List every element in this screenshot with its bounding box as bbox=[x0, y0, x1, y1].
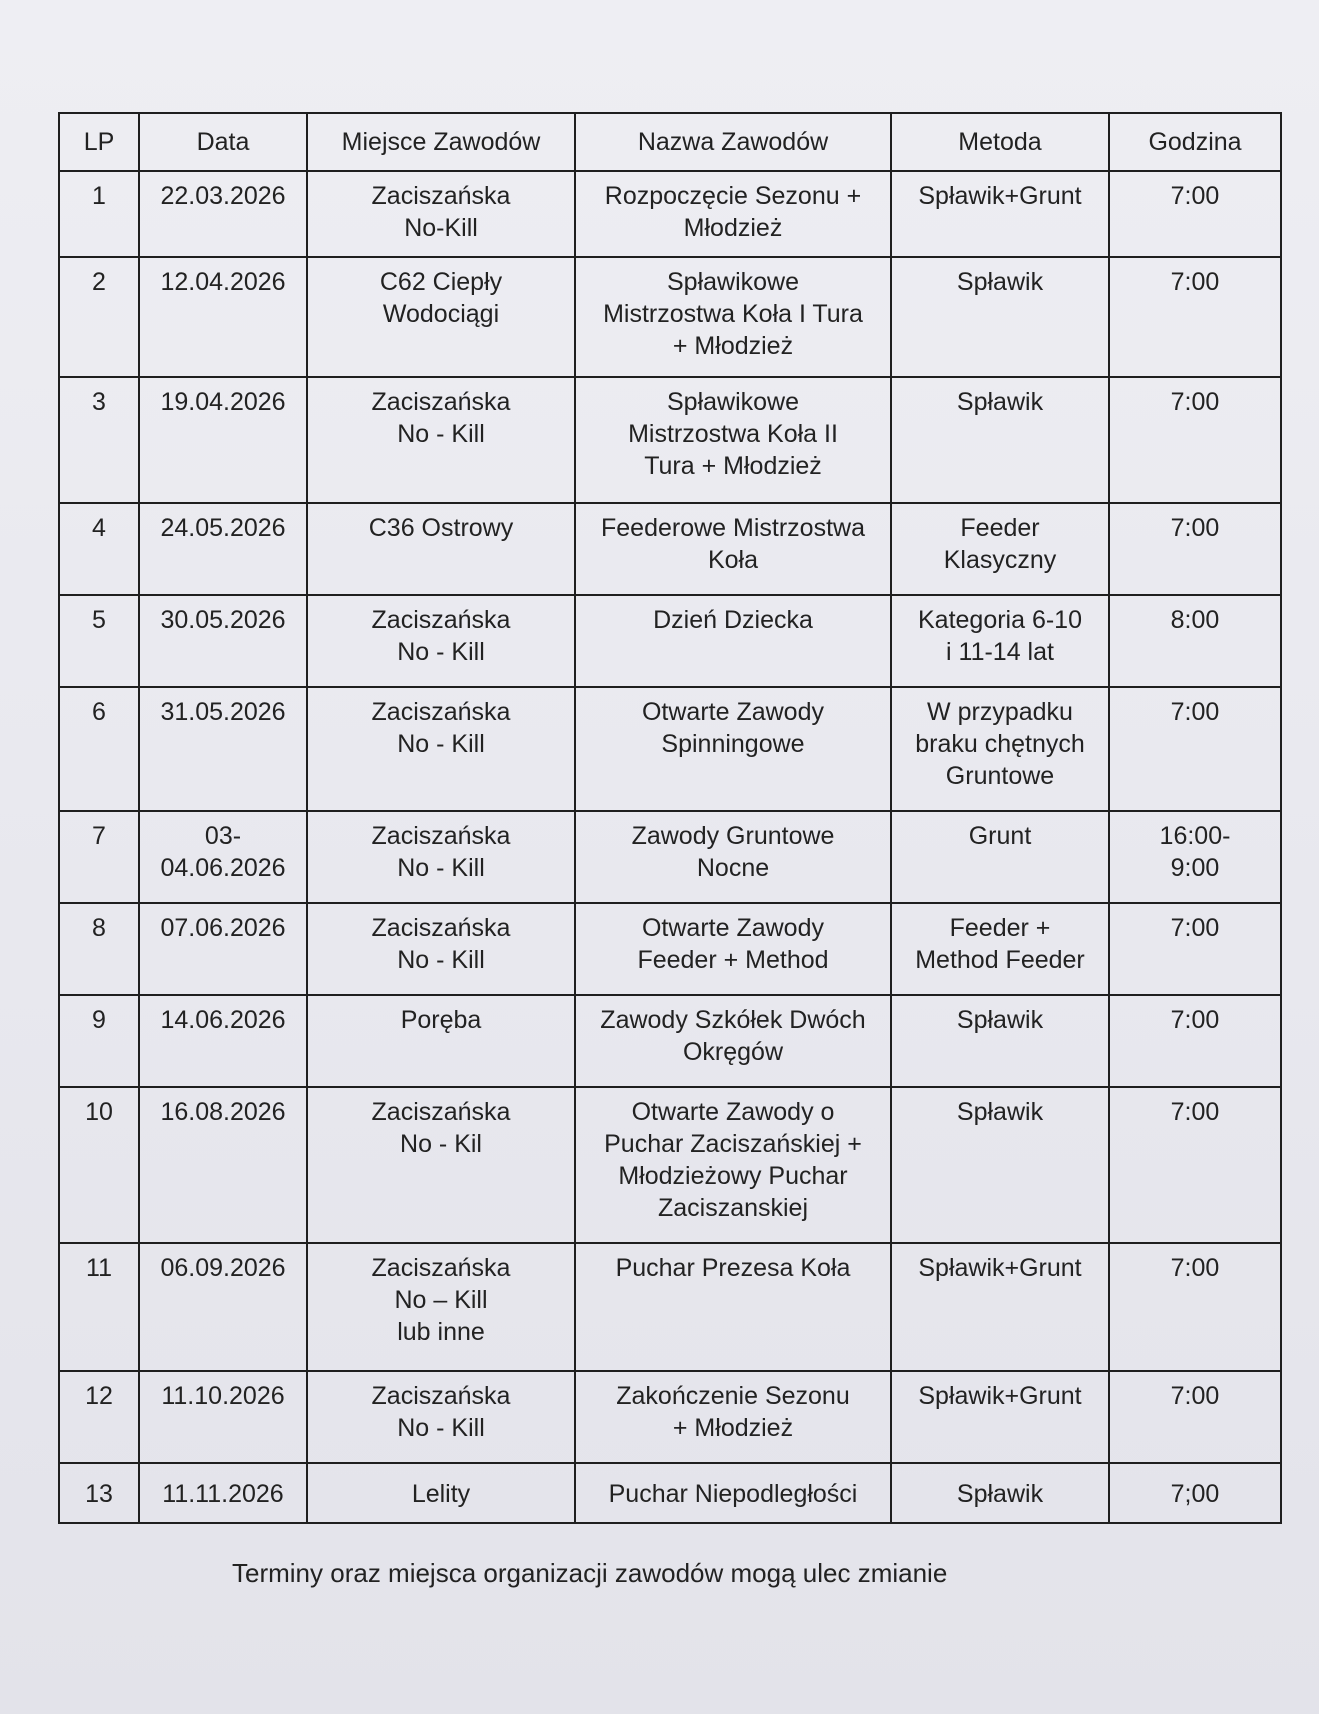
table-row bbox=[59, 811, 1281, 903]
cell-data: 03- 04.06.2026 bbox=[139, 811, 307, 903]
table-row bbox=[59, 377, 1281, 503]
cell-godzina: 8:00 bbox=[1109, 595, 1281, 687]
cell-miejsce: Zaciszańska No - Kill bbox=[307, 687, 575, 811]
cell-data: 30.05.2026 bbox=[139, 595, 307, 687]
cell-godzina: 7:00 bbox=[1109, 377, 1281, 503]
cell-lp: 9 bbox=[59, 995, 139, 1087]
cell-miejsce: Zaciszańska No - Kill bbox=[307, 811, 575, 903]
cell-miejsce: Poręba bbox=[307, 995, 575, 1087]
table-row bbox=[59, 1243, 1281, 1371]
cell-nazwa: Rozpoczęcie Sezonu + Młodzież bbox=[575, 171, 891, 257]
header-lp: LP bbox=[59, 113, 139, 171]
cell-nazwa: Zawody Szkółek Dwóch Okręgów bbox=[575, 995, 891, 1087]
cell-nazwa: Spławikowe Mistrzostwa Koła I Tura + Młodzież bbox=[575, 257, 891, 377]
cell-godzina: 7:00 bbox=[1109, 995, 1281, 1087]
cell-miejsce: Zaciszańska No - Kill bbox=[307, 595, 575, 687]
cell-metoda: Spławik bbox=[891, 995, 1109, 1087]
cell-lp: 6 bbox=[59, 687, 139, 811]
cell-nazwa: Puchar Prezesa Koła bbox=[575, 1243, 891, 1371]
cell-data: 14.06.2026 bbox=[139, 995, 307, 1087]
cell-data: 06.09.2026 bbox=[139, 1243, 307, 1371]
table-row bbox=[59, 1371, 1281, 1463]
cell-godzina: 7:00 bbox=[1109, 1371, 1281, 1463]
cell-godzina: 7:00 bbox=[1109, 1243, 1281, 1371]
cell-godzina: 7:00 bbox=[1109, 1087, 1281, 1243]
cell-lp: 8 bbox=[59, 903, 139, 995]
cell-lp: 12 bbox=[59, 1371, 139, 1463]
cell-data: 12.04.2026 bbox=[139, 257, 307, 377]
cell-lp: 7 bbox=[59, 811, 139, 903]
cell-data: 11.10.2026 bbox=[139, 1371, 307, 1463]
cell-lp: 13 bbox=[59, 1463, 139, 1523]
cell-miejsce: Zaciszańska No - Kill bbox=[307, 903, 575, 995]
cell-nazwa: Otwarte Zawody Feeder + Method bbox=[575, 903, 891, 995]
table-row bbox=[59, 503, 1281, 595]
cell-godzina: 7:00 bbox=[1109, 687, 1281, 811]
table-row bbox=[59, 595, 1281, 687]
cell-metoda: Spławik bbox=[891, 257, 1109, 377]
cell-lp: 3 bbox=[59, 377, 139, 503]
cell-metoda: Spławik bbox=[891, 1463, 1109, 1523]
cell-miejsce: Zaciszańska No – Kill lub inne bbox=[307, 1243, 575, 1371]
cell-lp: 1 bbox=[59, 171, 139, 257]
cell-lp: 10 bbox=[59, 1087, 139, 1243]
table-header-row bbox=[59, 113, 1281, 171]
table-row bbox=[59, 687, 1281, 811]
table-row bbox=[59, 257, 1281, 377]
cell-data: 11.11.2026 bbox=[139, 1463, 307, 1523]
cell-data: 22.03.2026 bbox=[139, 171, 307, 257]
cell-metoda: Spławik+Grunt bbox=[891, 1243, 1109, 1371]
cell-miejsce: Zaciszańska No - Kill bbox=[307, 377, 575, 503]
cell-metoda: Grunt bbox=[891, 811, 1109, 903]
header-miejsce: Miejsce Zawodów bbox=[307, 113, 575, 171]
cell-miejsce: C62 Ciepły Wodociągi bbox=[307, 257, 575, 377]
header-godzina: Godzina bbox=[1109, 113, 1281, 171]
cell-metoda: Spławik+Grunt bbox=[891, 171, 1109, 257]
footer-note: Terminy oraz miejsca organizacji zawodów mogą ulec zmianie bbox=[232, 1558, 948, 1588]
cell-godzina: 7:00 bbox=[1109, 503, 1281, 595]
cell-metoda: Kategoria 6-10 i 11-14 lat bbox=[891, 595, 1109, 687]
cell-nazwa: Spławikowe Mistrzostwa Koła II Tura + Młodzież bbox=[575, 377, 891, 503]
cell-metoda: Spławik+Grunt bbox=[891, 1371, 1109, 1463]
cell-nazwa: Dzień Dziecka bbox=[575, 595, 891, 687]
competition-schedule-table bbox=[58, 112, 1282, 1524]
cell-metoda: Feeder + Method Feeder bbox=[891, 903, 1109, 995]
cell-metoda: Spławik bbox=[891, 377, 1109, 503]
cell-miejsce: C36 Ostrowy bbox=[307, 503, 575, 595]
cell-godzina: 7;00 bbox=[1109, 1463, 1281, 1523]
header-nazwa: Nazwa Zawodów bbox=[575, 113, 891, 171]
cell-nazwa: Otwarte Zawody o Puchar Zaciszańskiej + Młodzieżowy Puchar Zaciszanskiej bbox=[575, 1087, 891, 1243]
header-data: Data bbox=[139, 113, 307, 171]
header-metoda: Metoda bbox=[891, 113, 1109, 171]
cell-data: 19.04.2026 bbox=[139, 377, 307, 503]
cell-miejsce: Zaciszańska No - Kill bbox=[307, 1371, 575, 1463]
cell-nazwa: Otwarte Zawody Spinningowe bbox=[575, 687, 891, 811]
cell-nazwa: Feederowe Mistrzostwa Koła bbox=[575, 503, 891, 595]
cell-nazwa: Puchar Niepodległości bbox=[575, 1463, 891, 1523]
cell-godzina: 7:00 bbox=[1109, 903, 1281, 995]
cell-godzina: 7:00 bbox=[1109, 171, 1281, 257]
cell-lp: 2 bbox=[59, 257, 139, 377]
cell-godzina: 16:00- 9:00 bbox=[1109, 811, 1281, 903]
table-row bbox=[59, 171, 1281, 257]
cell-nazwa: Zakończenie Sezonu + Młodzież bbox=[575, 1371, 891, 1463]
cell-godzina: 7:00 bbox=[1109, 257, 1281, 377]
cell-miejsce: Zaciszańska No - Kil bbox=[307, 1087, 575, 1243]
cell-data: 24.05.2026 bbox=[139, 503, 307, 595]
table-row bbox=[59, 1087, 1281, 1243]
table-row bbox=[59, 1463, 1281, 1523]
cell-metoda: Spławik bbox=[891, 1087, 1109, 1243]
table-row bbox=[59, 995, 1281, 1087]
cell-lp: 5 bbox=[59, 595, 139, 687]
cell-lp: 11 bbox=[59, 1243, 139, 1371]
cell-lp: 4 bbox=[59, 503, 139, 595]
table-row bbox=[59, 903, 1281, 995]
cell-data: 07.06.2026 bbox=[139, 903, 307, 995]
cell-miejsce: Zaciszańska No-Kill bbox=[307, 171, 575, 257]
cell-data: 31.05.2026 bbox=[139, 687, 307, 811]
cell-data: 16.08.2026 bbox=[139, 1087, 307, 1243]
cell-miejsce: Lelity bbox=[307, 1463, 575, 1523]
cell-nazwa: Zawody Gruntowe Nocne bbox=[575, 811, 891, 903]
cell-metoda: W przypadku braku chętnych Gruntowe bbox=[891, 687, 1109, 811]
cell-metoda: Feeder Klasyczny bbox=[891, 503, 1109, 595]
